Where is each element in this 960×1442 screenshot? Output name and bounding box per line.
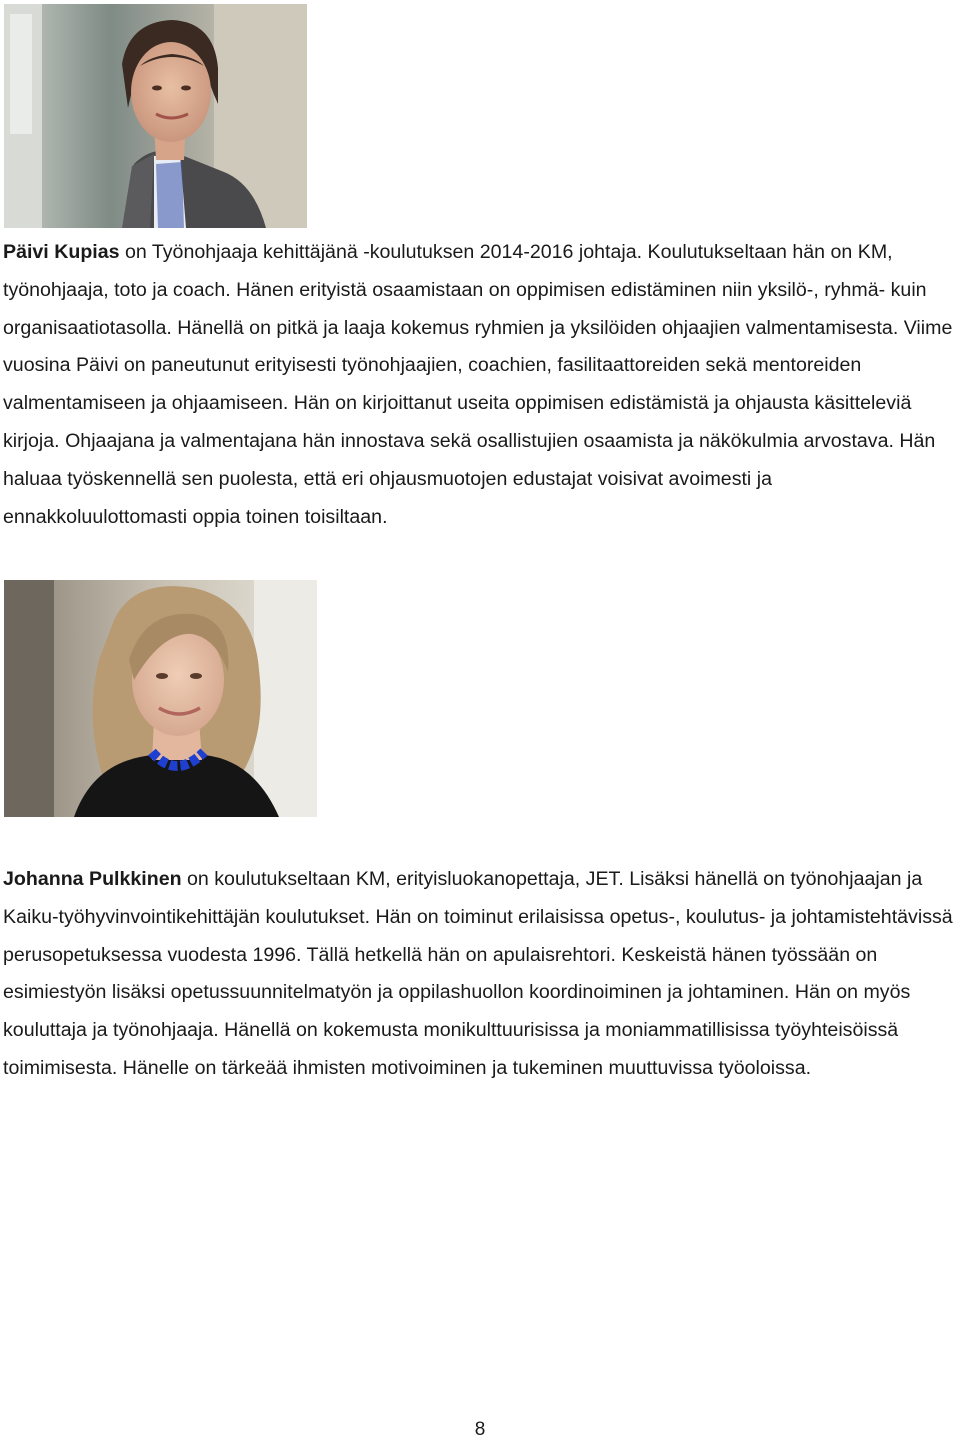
bio-paragraph-paivi-kupias: [3, 234, 953, 536]
bio-paragraph-johanna-pulkkinen: [3, 861, 953, 1088]
person-name: Päivi Kupias: [3, 241, 120, 263]
bio-text: on koulutukseltaan KM, erityisluokanopettaja, JET. Lisäksi hänellä on työnohjaajan ja Kaiku-työhyvinvointikehittäjän koulutukset. Hän on toiminut erilaisissa opetus-, koulutus- ja johtamistehtävissä perusopetuksessa vuodesta 1996. Tällä hetkellä hän on apulaisrehtori. Keskeistä hänen työssään on esimiestyön lisäksi opetussuunnitelmatyön ja oppilashuollon koordinoiminen ja johtaminen. Hän on myös kouluttaja ja työnohjaaja. Hänellä on kokemusta monikulttuurisissa ja moniammatillisissa työyhteisöissä toimimisesta. Hänelle on tärkeää ihmisten motivoiminen ja tukeminen muuttuvissa työoloissa.: [3, 868, 953, 1079]
person-name: Johanna Pulkkinen: [3, 868, 182, 890]
page-number: 8: [474, 1419, 486, 1440]
portrait-photo-paivi-kupias: [4, 4, 307, 228]
portrait-photo-johanna-pulkkinen: [4, 580, 317, 817]
bio-text: on Työnohjaaja kehittäjänä -koulutuksen 2014-2016 johtaja. Koulutukseltaan hän on KM, työnohjaaja, toto ja coach. Hänen erityistä osaamistaan on oppimisen edistäminen niin yksilö-, ryhmä- kuin organisaatiotasolla. Hänellä on pitkä ja laaja kokemus ryhmien ja yksilöiden ohjaajien valmentamisesta. Viime vuosina Päivi on paneutunut erityisesti työnohjaajien, coachien, fasilitaattoreiden sekä mentoreiden valmentamiseen ja ohjaamiseen. Hän on kirjoittanut useita oppimisen edistämistä ja ohjausta käsitteleviä kirjoja. Ohjaajana ja valmentajana hän innostava sekä osallistujien osaamista ja näkökulmia arvostava. Hän haluaa työskennellä sen puolesta, että eri ohjausmuotojen edustajat voisivat avoimesti ja ennakkoluulottomasti oppia toinen toisiltaan.: [3, 241, 953, 528]
